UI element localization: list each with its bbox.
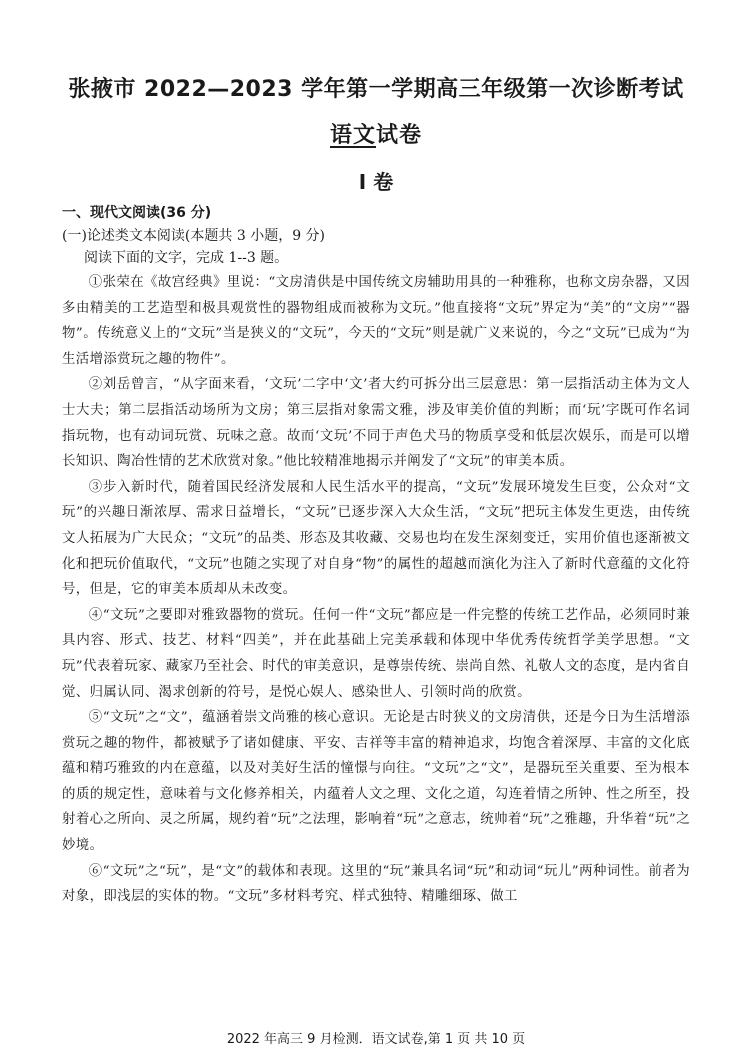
paragraph-4: ④“文玩”之要即对雅致器物的赏玩。任何一件“文玩”都应是一件完整的传统工艺作品，必须同时兼具内容、形式、技艺、材料“四美”，并在此基础上完美承载和体现中华优秀传统哲学美学思想。“文玩”代表着玩家、藏家乃至社会、时代的审美意识，是尊崇传统、崇尚自然、礼敬人文的态度，是内省自觉、归属认同、渴求创新的符号，是悦心娱人、感染世人、引领时尚的欣赏。	[62, 607, 690, 700]
paragraph-2: ②刘岳曾言，“从字面来看，‘文玩’二字中‘文’者大约可拆分出三层意思：第一层指活动主体为文人士大夫；第二层指活动场所为文房；第三层指对象需文雅，涉及审美价值的判断；而‘玩’字既可作名词指玩物，也有动词玩赏、玩味之意。故而‘文玩’不同于声色犬马的物质享受和低层次娱乐，而是可以增长知识、陶冶性情的艺术欣赏对象。”他比较精准地揭示并阐发了“文玩”的审美本质。	[62, 377, 690, 470]
section-heading: 一、现代文阅读(36 分)	[62, 205, 212, 221]
subject-name: 语文	[329, 123, 376, 148]
paper-label: 试卷	[376, 123, 423, 148]
exam-title: 张掖市 2022—2023 学年第一学期高三年级第一次诊断考试	[68, 77, 684, 102]
paragraph-3: ③步入新时代，随着国民经济发展和人民生活水平的提高，“文玩”发展环境发生巨变，公众对“文玩”的兴趣日渐浓厚、需求日益增长，“文玩”已逐步深入大众生活，“文玩”把玩主体发生更迭，由传统文人拓展为广大民众；“文玩”的品类、形态及其收藏、交易也均在发生深刻变迁，实用价值也逐渐被文化和把玩价值取代，“文玩”也随之实现了对自身“物”的属性的超越而演化为注入了新时代意蕴的文化符号，但是，它的审美本质却从未改变。	[62, 479, 690, 598]
passage-body	[62, 270, 690, 910]
subsection-heading: (一)论述类文本阅读(本题共 3 小题，9 分)	[62, 228, 326, 244]
paragraph-6: ⑥“文玩”之“玩”，是“文”的载体和表现。这里的“玩”兼具名词“玩”和动词“玩儿”两种词性。前者为对象，即浅层的实体的物。“文玩”多材料考究、样式独特、精雕细琢、做工	[62, 863, 690, 905]
page-footer: 2022 年高三 9 月检测．语文试卷,第 1 页 共 10 页	[226, 1032, 526, 1047]
paragraph-1: ①张荣在《故宫经典》里说：“文房清供是中国传统文房辅助用具的一种雅称，也称文房杂器，又因多由精美的工艺造型和极具观赏性的器物组成而被称为文玩。”他直接将“文玩”界定为“美”的“文房”“器物”。传统意义上的“文玩”当是狭义的“文玩”，今天的“文玩”则是就广义来说的，今之“文玩”已成为“为生活增添赏玩之趣的物件”。	[62, 275, 690, 367]
volume-heading: I 卷	[358, 170, 394, 194]
paragraph-5: ⑤“文玩”之“文”，蕴涵着崇文尚雅的核心意识。无论是古时狭义的文房清供，还是今日为生活增添赏玩之趣的物件，都被赋予了诸如健康、平安、吉祥等丰富的精神追求，均饱含着深厚、丰富的文化底蕴和精巧雅致的内在意蕴，以及对美好生活的憧憬与向往。“文玩”之“文”，是器玩至关重要、至为根本的质的规定性，意味着与文化修养相关，内蕴着人文之理、文化之道，勾连着情之所钟、性之所至，投射着心之所向、灵之所属，规约着“玩”之法理，影响着“玩”之意志，统帅着“玩”之雅趣，升华着“玩”之妙境。	[62, 710, 690, 854]
paper-subtitle	[0, 118, 752, 149]
reading-instruction: 阅读下面的文字，完成 1--3 题。	[84, 250, 289, 266]
